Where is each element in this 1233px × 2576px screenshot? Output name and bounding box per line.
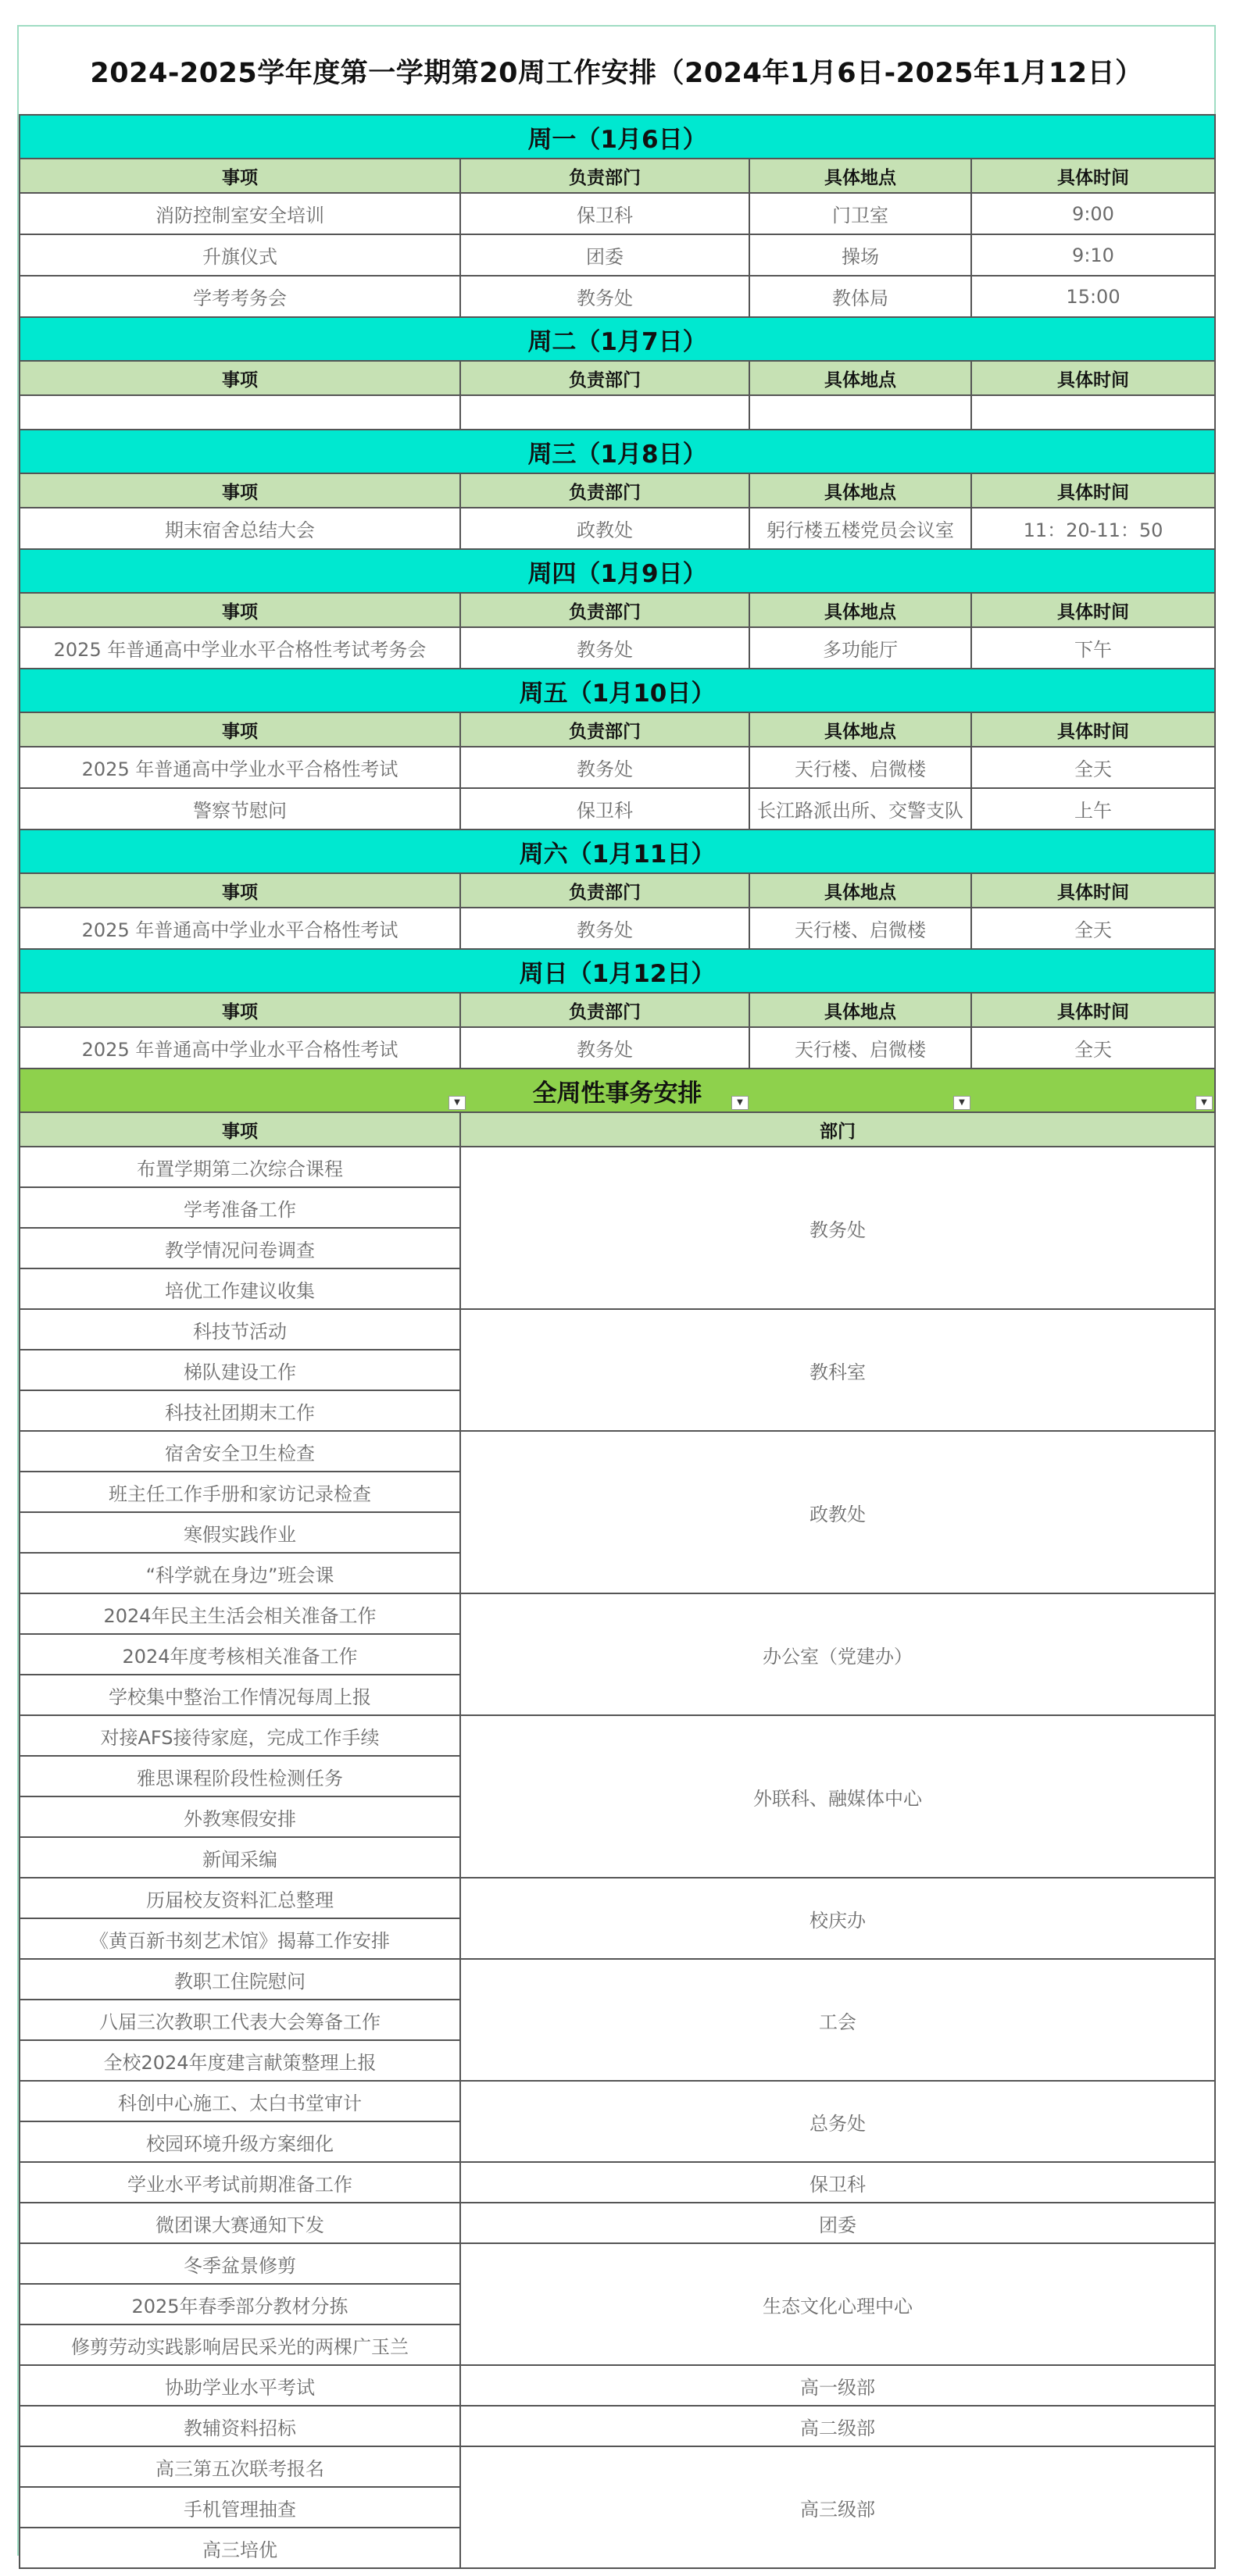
time-cell: 全天 [971,747,1215,788]
page-title: 2024-2025学年度第一学期第20周工作安排（2024年1月6日-2025年1月12日） [90,58,1143,89]
weekly-item-cell: 班主任工作手册和家访记录检查 [20,1472,460,1512]
day-label: 周五（1月10日） [20,669,1215,712]
weekly-row [20,1147,1215,1187]
weekly-label: 全周性事务安排 [532,1079,702,1108]
weekly-dept-cell: 教科室 [460,1309,1215,1431]
dropdown-arrow-icon[interactable]: ▼ [1195,1096,1213,1110]
weekly-item-cell: 科技节活动 [20,1309,460,1350]
day-header-row [20,830,1215,873]
column-header: 具体时间 [971,473,1215,508]
location-cell: 长江路派出所、交警支队 [749,788,971,830]
weekly-dept-cell: 保卫科 [460,2162,1215,2203]
column-header: 事项 [20,712,460,747]
column-header-row [20,361,1215,395]
table-row [20,908,1215,949]
empty-cell [749,395,971,430]
weekly-item-cell: 雅思课程阶段性检测任务 [20,1756,460,1796]
time-cell: 9:00 [971,193,1215,234]
weekly-row [20,2203,1215,2243]
weekly-column-header-row [20,1112,1215,1147]
weekly-item-cell: 2025年春季部分教材分拣 [20,2284,460,2324]
location-cell: 天行楼、启微楼 [749,908,971,949]
time-cell: 全天 [971,1027,1215,1069]
column-header: 具体地点 [749,593,971,627]
table-row [20,193,1215,234]
day-label: 周二（1月7日） [20,317,1215,361]
item-cell: 期末宿舍总结大会 [20,508,460,549]
location-cell: 天行楼、启微楼 [749,1027,971,1069]
weekly-item-cell: 全校2024年度建言献策整理上报 [20,2040,460,2081]
weekly-item-cell: 宿舍安全卫生检查 [20,1431,460,1472]
weekly-row [20,1959,1215,2000]
day-label: 周日（1月12日） [20,949,1215,993]
day-label: 周一（1月6日） [20,115,1215,159]
item-cell: 2025 年普通高中学业水平合格性考试 [20,747,460,788]
day-header-row [20,669,1215,712]
weekly-item-cell: 培优工作建议收集 [20,1268,460,1309]
column-header: 具体时间 [971,993,1215,1027]
column-header: 具体地点 [749,873,971,908]
column-header-row [20,873,1215,908]
weekly-item-cell: 科创中心施工、太白书堂审计 [20,2081,460,2121]
day-label: 周四（1月9日） [20,549,1215,593]
weekly-dept-cell: 外联科、融媒体中心 [460,1715,1215,1878]
item-cell: 2025 年普通高中学业水平合格性考试 [20,1027,460,1069]
empty-cell [971,395,1215,430]
weekly-item-cell: 寒假实践作业 [20,1512,460,1553]
day-header-row [20,949,1215,993]
item-cell: 学考考务会 [20,276,460,317]
time-cell: 11：20-11：50 [971,508,1215,549]
column-header: 具体地点 [749,361,971,395]
time-cell: 15:00 [971,276,1215,317]
schedule-sheet [17,25,1216,2561]
table-row [20,276,1215,317]
weekly-item-cell: 校园环境升级方案细化 [20,2121,460,2162]
time-cell: 全天 [971,908,1215,949]
weekly-item-cell: 科技社团期末工作 [20,1390,460,1431]
day-label: 周三（1月8日） [20,430,1215,473]
weekly-item-cell: 《黄百新书刻艺术馆》揭幕工作安排 [20,1918,460,1959]
weekly-item-cell: 高三第五次联考报名 [20,2446,460,2487]
weekly-row [20,2081,1215,2121]
empty-cell [20,395,460,430]
column-header: 事项 [20,1112,460,1147]
column-header: 具体地点 [749,159,971,193]
location-cell: 躬行楼五楼党员会议室 [749,508,971,549]
time-cell: 下午 [971,627,1215,669]
weekly-dept-cell: 政教处 [460,1431,1215,1593]
weekly-dept-cell: 高一级部 [460,2365,1215,2406]
column-header-row [20,159,1215,193]
weekly-dept-cell: 总务处 [460,2081,1215,2162]
weekly-item-cell: 2024年民主生活会相关准备工作 [20,1593,460,1634]
column-header: 部门 [460,1112,1215,1147]
weekly-row [20,1878,1215,1918]
weekly-item-cell: 外教寒假安排 [20,1796,460,1837]
column-header: 负责部门 [460,712,749,747]
column-header-row [20,712,1215,747]
dropdown-arrow-icon[interactable]: ▼ [449,1096,466,1110]
column-header: 事项 [20,159,460,193]
column-header-row [20,993,1215,1027]
weekly-dept-cell: 校庆办 [460,1878,1215,1959]
weekly-item-cell: 对接AFS接待家庭，完成工作手续 [20,1715,460,1756]
weekly-row [20,2243,1215,2284]
column-header: 具体时间 [971,159,1215,193]
time-cell: 9:10 [971,234,1215,276]
weekly-item-cell: 历届校友资料汇总整理 [20,1878,460,1918]
weekly-row [20,2446,1215,2487]
location-cell: 门卫室 [749,193,971,234]
weekly-row [20,1593,1215,1634]
column-header: 具体时间 [971,873,1215,908]
dept-cell: 教务处 [460,627,749,669]
weekly-dept-cell: 团委 [460,2203,1215,2243]
table-row [20,234,1215,276]
column-header: 事项 [20,873,460,908]
column-header: 具体时间 [971,712,1215,747]
column-header: 事项 [20,473,460,508]
weekly-item-cell: 布置学期第二次综合课程 [20,1147,460,1187]
column-header: 具体地点 [749,993,971,1027]
weekly-dept-cell: 工会 [460,1959,1215,2081]
dept-cell: 团委 [460,234,749,276]
weekly-item-cell: 协助学业水平考试 [20,2365,460,2406]
weekly-item-cell: “科学就在身边”班会课 [20,1553,460,1593]
dept-cell: 教务处 [460,1027,749,1069]
weekly-label-cell [20,1069,1215,1112]
weekly-dept-cell: 生态文化心理中心 [460,2243,1215,2365]
weekly-item-cell: 修剪劳动实践影响居民采光的两棵广玉兰 [20,2324,460,2365]
weekly-item-cell: 教职工住院慰问 [20,1959,460,2000]
location-cell: 天行楼、启微楼 [749,747,971,788]
weekly-row [20,2162,1215,2203]
table-row [20,788,1215,830]
item-cell: 2025 年普通高中学业水平合格性考试考务会 [20,627,460,669]
weekly-item-cell: 高三培优 [20,2528,460,2568]
column-header-row [20,473,1215,508]
weekly-item-cell: 梯队建设工作 [20,1350,460,1390]
column-header: 事项 [20,993,460,1027]
weekly-item-cell: 教辅资料招标 [20,2406,460,2446]
dept-cell: 保卫科 [460,788,749,830]
day-header-row [20,317,1215,361]
column-header: 负责部门 [460,361,749,395]
location-cell: 操场 [749,234,971,276]
table-row [20,627,1215,669]
item-cell: 升旗仪式 [20,234,460,276]
time-cell: 上午 [971,788,1215,830]
table-row [20,747,1215,788]
empty-cell [460,395,749,430]
weekly-item-cell: 学业水平考试前期准备工作 [20,2162,460,2203]
day-header-row [20,430,1215,473]
dept-cell: 保卫科 [460,193,749,234]
table-row [20,508,1215,549]
dept-cell: 教务处 [460,276,749,317]
weekly-item-cell: 2024年度考核相关准备工作 [20,1634,460,1675]
item-cell: 2025 年普通高中学业水平合格性考试 [20,908,460,949]
weekly-row [20,1309,1215,1350]
column-header: 负责部门 [460,473,749,508]
weekly-row [20,2365,1215,2406]
weekly-item-cell: 教学情况问卷调查 [20,1228,460,1268]
weekly-dept-cell: 高二级部 [460,2406,1215,2446]
weekly-item-cell: 手机管理抽查 [20,2487,460,2528]
column-header: 具体时间 [971,593,1215,627]
column-header: 具体地点 [749,712,971,747]
weekly-row [20,1431,1215,1472]
location-cell: 教体局 [749,276,971,317]
dept-cell: 政教处 [460,508,749,549]
table-row [20,1027,1215,1069]
column-header: 负责部门 [460,593,749,627]
weekly-item-cell: 学考准备工作 [20,1187,460,1228]
weekly-item-cell: 微团课大赛通知下发 [20,2203,460,2243]
day-header-row [20,549,1215,593]
dropdown-arrow-icon[interactable]: ▼ [953,1096,970,1110]
column-header: 负责部门 [460,159,749,193]
schedule-table [19,114,1216,2569]
weekly-dept-cell: 高三级部 [460,2446,1215,2568]
location-cell: 多功能厅 [749,627,971,669]
weekly-dept-cell: 教务处 [460,1147,1215,1309]
column-header: 负责部门 [460,873,749,908]
weekly-row [20,2406,1215,2446]
weekly-section-header [20,1069,1215,1112]
weekly-dept-cell: 办公室（党建办） [460,1593,1215,1715]
column-header: 事项 [20,593,460,627]
weekly-item-cell: 冬季盆景修剪 [20,2243,460,2284]
column-header: 负责部门 [460,993,749,1027]
column-header: 具体地点 [749,473,971,508]
column-header-row [20,593,1215,627]
dept-cell: 教务处 [460,908,749,949]
day-header-row [20,115,1215,159]
day-label: 周六（1月11日） [20,830,1215,873]
weekly-item-cell: 新闻采编 [20,1837,460,1878]
empty-row [20,395,1215,430]
dropdown-arrow-icon[interactable]: ▼ [731,1096,749,1110]
dept-cell: 教务处 [460,747,749,788]
weekly-item-cell: 八届三次教职工代表大会筹备工作 [20,2000,460,2040]
column-header: 事项 [20,361,460,395]
column-header: 具体时间 [971,361,1215,395]
weekly-row [20,1715,1215,1756]
item-cell: 警察节慰问 [20,788,460,830]
item-cell: 消防控制室安全培训 [20,193,460,234]
weekly-item-cell: 学校集中整治工作情况每周上报 [20,1675,460,1715]
